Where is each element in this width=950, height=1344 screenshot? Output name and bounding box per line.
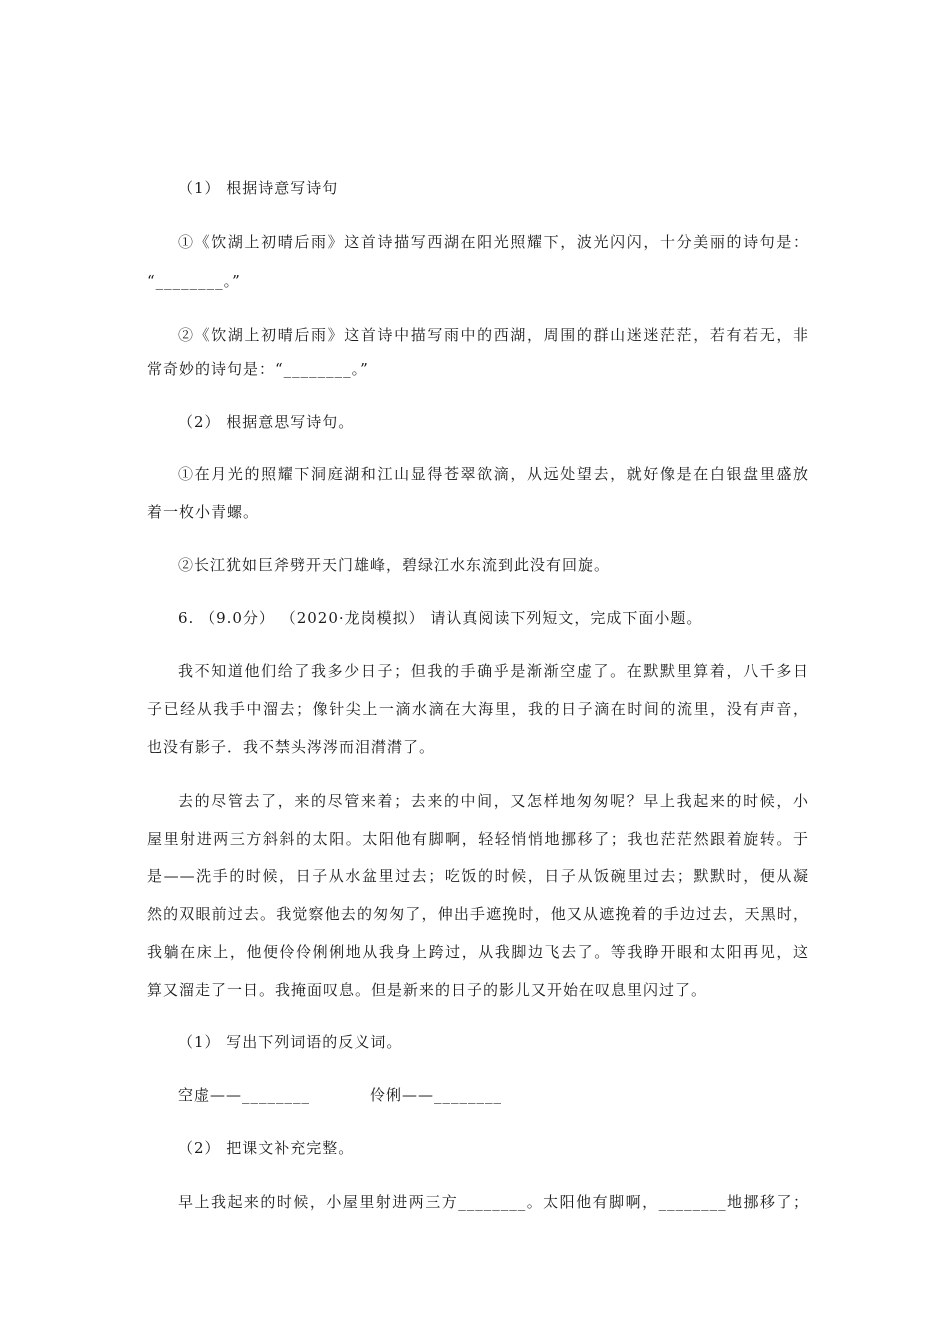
q6-part2-heading: （2） 把课文补充完整。 (178, 1139, 355, 1157)
q5-part1-item2-line2: 常奇妙的诗句是：“________。” (147, 360, 369, 378)
passage-p1-line2: 子已经从我手中溜去；像针尖上一滴水滴在大海里，我的日子滴在时间的流里，没有声音， (147, 700, 809, 718)
q5-part1-item2-line1: ②《饮湖上初晴后雨》这首诗中描写雨中的西湖，周围的群山迷迷茫茫，若有若无，非 (178, 326, 809, 344)
q6-heading: 6. （9.0分） （2020·龙岗模拟） 请认真阅读下列短文，完成下面小题。 (178, 609, 703, 627)
q5-part1-item1-line2: “________。” (147, 272, 241, 290)
passage-p2-line6: 算又溜走了一日。我掩面叹息。但是新来的日子的影儿又开始在叹息里闪过了。 (147, 981, 708, 999)
passage-p2-line3: 是——洗手的时候，日子从水盆里过去；吃饭的时候，日子从饭碗里过去；默默时，便从凝 (147, 867, 809, 885)
q5-part2-item1-line1: ①在月光的照耀下洞庭湖和江山显得苍翠欲滴，从远处望去，就好像是在白银盘里盛放 (178, 465, 809, 483)
q5-part1-item1-line1: ①《饮湖上初晴后雨》这首诗描写西湖在阳光照耀下，波光闪闪，十分美丽的诗句是： (178, 233, 809, 251)
q5-part2-item2: ②长江犹如巨斧劈开天门雄峰，碧绿江水东流到此没有回旋。 (178, 556, 611, 574)
antonym-blank-2: 伶俐——________ (370, 1086, 503, 1104)
antonym-blank-1: 空虚——________ (178, 1086, 311, 1104)
passage-p2-line1: 去的尽管去了，来的尽管来着；去来的中间，又怎样地匆匆呢？早上我起来的时候，小 (178, 792, 809, 810)
q6-part2-line1: 早上我起来的时候，小屋里射进两三方________。太阳他有脚啊，________地挪移了； (178, 1193, 809, 1211)
q5-part2-item1-line2: 着一枚小青螺。 (147, 503, 260, 521)
passage-p2-line2: 屋里射进两三方斜斜的太阳。太阳他有脚啊，轻轻悄悄地挪移了；我也茫茫然跟着旋转。于 (147, 830, 809, 848)
passage-p1-line3: 也没有影子．我不禁头涔涔而泪潸潸了。 (147, 738, 436, 756)
passage-p2-line5: 我躺在床上，他便伶伶俐俐地从我身上跨过，从我脚边飞去了。等我睁开眼和太阳再见，这 (147, 943, 809, 961)
q6-part1-heading: （1） 写出下列词语的反义词。 (178, 1033, 403, 1051)
q5-part1-heading: （1） 根据诗意写诗句 (178, 179, 339, 197)
q5-part2-heading: （2） 根据意思写诗句。 (178, 413, 355, 431)
passage-p2-line4: 然的双眼前过去。我觉察他去的匆匆了，伸出手遮挽时，他又从遮挽着的手边过去，天黑时， (147, 905, 809, 923)
passage-p1-line1: 我不知道他们给了我多少日子；但我的手确乎是渐渐空虚了。在默默里算着，八千多日 (178, 662, 809, 680)
